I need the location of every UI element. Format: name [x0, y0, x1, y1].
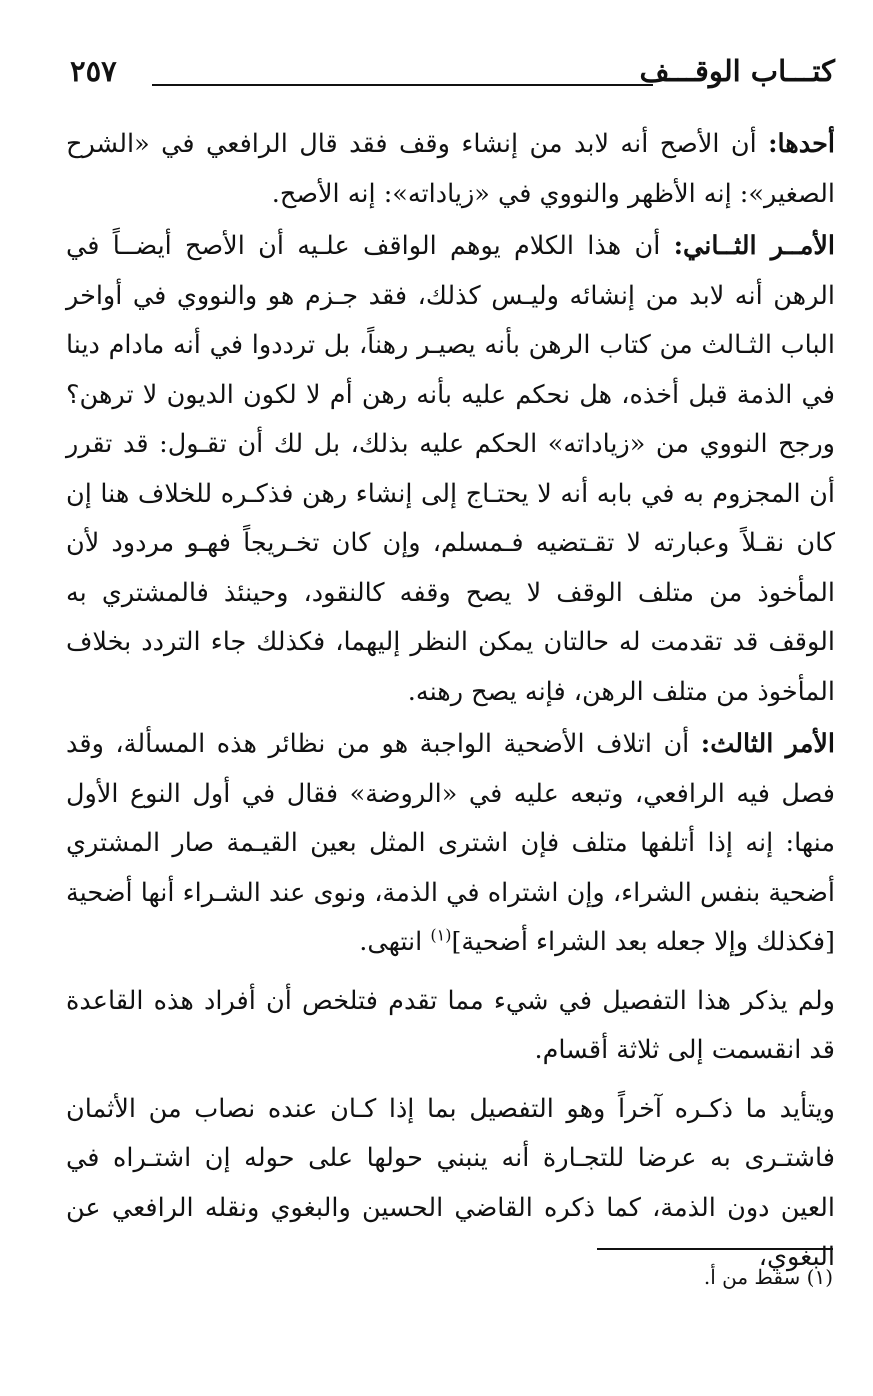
running-title: كتـــاب الوقـــف [639, 54, 835, 88]
page-number: ٢٥٧ [70, 54, 117, 88]
paragraph-text: ولم يذكر هذا التفصيل في شيء مما تقدم فتلخص أن أفراد هذه القاعدة قد انقسمت إلى ثلاثة أقسام. [66, 985, 835, 1065]
paragraph-text: ويتأيد ما ذكـره آخراً وهو التفصيل بما إذا كـان عنده نصاب من الأثمان فاشتـرى به عرضا للتجـارة أنه ينبني حولها على حوله إن اشتـراه في العين دون الذمة، كما ذكره القاضي الحسين والبغوي ونقله الرافعي عن البغوي، [66, 1093, 835, 1272]
paragraph-lead: الأمر الثالث: [700, 729, 835, 759]
paragraph-second-matter [66, 222, 835, 717]
running-header [70, 52, 835, 102]
paragraph-lead: أحدها: [768, 129, 835, 159]
paragraph-tail: انتهى. [359, 927, 431, 957]
paragraph-first [66, 120, 835, 219]
paragraph-lead: الأمــر الثــاني: [673, 231, 836, 261]
paragraph-text: أن الأصح أنه لابد من إنشاء وقف فقد قال الرافعي في «الشرح الصغير»: إنه الأظهر والنووي في «زياداته»: إنه الأصح. [66, 129, 835, 209]
footnote-reference: (١) [430, 925, 452, 945]
paragraph-text: أن اتلاف الأضحية الواجبة هو من نظائر هذه المسألة، وقد فصل فيه الرافعي، وتبعه عليه في «الروضة» فقال في أول النوع الأول منها: إنه إذا أتلفها متلف فإن اشترى المثل بعين القيـمة صار المشتري أضحية بنفس الشراء، وإن اشتراه في الذمة، ونوى عند الشـراء أنها أضحية [فكذلك وإلا جعله بعد الشراء أضحية] [66, 729, 835, 957]
paragraph-third-matter [66, 720, 835, 968]
main-text [66, 120, 835, 1283]
paragraph-text: أن هذا الكلام يوهم الواقف علـيه أن الأصح أيضــاً في الرهن أنه لابد من إنشائه وليـس كذلك، فقد جـزم هو والنووي في أواخر الباب الثـالث من كتاب الرهن بأنه يصيـر رهناً، بل ترددوا في أنه مادام دينا في الذمة قبل أخذه، هل نحكم عليه بأنه رهن أم لا لكون الديون لا ترهن؟ ورجح النووي من «زياداته» الحكم عليه بذلك، بل لك أن تقـول: قد تقرر أن المجزوم به في بابه أنه لا يحتـاج إلى إنشاء رهن فذكـره للخلاف هنا إن كان نقـلاً وعبارته لا تقـتضيه فـمسلم، وإن كان تخـريجاً فهـو مردود لأن المأخوذ من متلف الوقف لا يصح وقفه كالنقود، وحينئذ فالمشتري به الوقف قد تقدمت له حالتان يمكن النظر إليهما، فكذلك جاء التردد بخلاف المأخوذ من متلف الرهن، فإنه يصح رهنه. [66, 231, 835, 707]
footnote-separator [597, 1248, 833, 1250]
paragraph-summary [66, 977, 835, 1076]
paragraph-support [66, 1085, 835, 1283]
header-rule [152, 84, 653, 86]
footnote: (١) سقط من أ. [703, 1265, 833, 1289]
